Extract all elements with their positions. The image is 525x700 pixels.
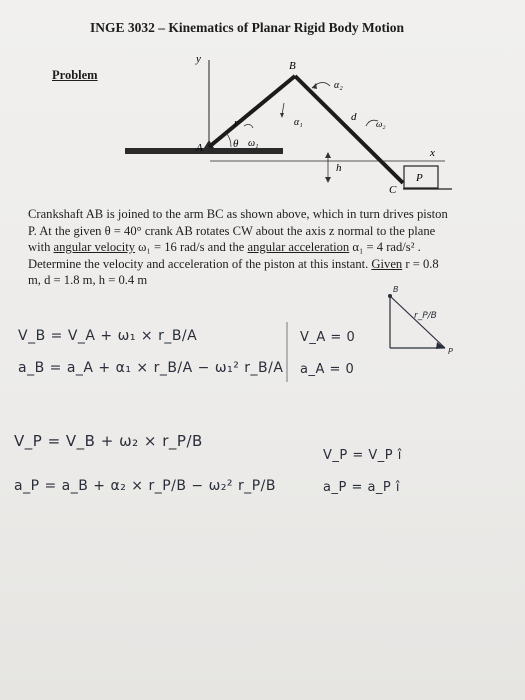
label-d: d xyxy=(351,111,357,123)
statement-line-3: with angular velocity ω₁ = 16 rad/s and the angular acceleration α₁ = 4 rad/s² . xyxy=(28,240,421,254)
label-C: C xyxy=(389,184,397,196)
triangle-hypotenuse xyxy=(390,296,445,348)
statement-line-5: m, d = 1.8 m, h = 0.4 m xyxy=(28,273,148,287)
label-h: h xyxy=(336,162,342,174)
label-A: A xyxy=(196,142,203,154)
handwritten-eq-vp: V_P = V_B + ω₂ × r_P/B xyxy=(14,432,203,450)
handwritten-ap-vector: a_P = a_P î xyxy=(323,480,401,495)
y-axis-label: y xyxy=(196,53,201,65)
handwritten-eq-ap: a_P = a_B + α₂ × r_P/B − ω₂² r_P/B xyxy=(14,478,277,494)
handwritten-vp-vector: V_P = V_P î xyxy=(323,448,402,463)
label-r: r xyxy=(234,118,238,129)
label-omega1: ω₁ xyxy=(248,138,259,149)
handwritten-va-zero: V_A = 0 xyxy=(300,330,356,345)
page-title: INGE 3032 – Kinematics of Planar Rigid Body Motion xyxy=(90,20,405,35)
problem-heading: Problem xyxy=(52,68,98,82)
statement-line-1: Crankshaft AB is joined to the arm BC as shown above, which in turn drives piston xyxy=(28,207,448,221)
statement-line-2: P. At the given θ = 40° crank AB rotates CW about the axis z normal to the plane xyxy=(28,223,436,238)
triangle-label-rpb: r_P/B xyxy=(414,311,437,321)
handwritten-eq-vb: V_B = V_A + ω₁ × r_B/A xyxy=(18,328,198,344)
triangle-point-B xyxy=(388,294,392,298)
label-theta: θ xyxy=(233,138,239,150)
x-axis-label: x xyxy=(430,147,435,159)
handwritten-eq-ab: a_B = a_A + α₁ × r_B/A − ω₁² r_B/A xyxy=(18,360,284,376)
handwritten-aa-zero: a_A = 0 xyxy=(300,362,355,377)
triangle-label-P: P xyxy=(448,347,453,356)
label-a1: α₁ xyxy=(294,117,303,128)
statement-line-4: Determine the velocity and acceleration of the piston at this instant. Given r = 0.8 xyxy=(28,256,439,271)
triangle-label-B: B xyxy=(393,285,399,294)
label-P: P xyxy=(416,172,423,184)
label-alpha2: α₂ xyxy=(334,80,343,91)
label-w2: ω₂ xyxy=(376,119,386,129)
label-B: B xyxy=(289,60,296,72)
